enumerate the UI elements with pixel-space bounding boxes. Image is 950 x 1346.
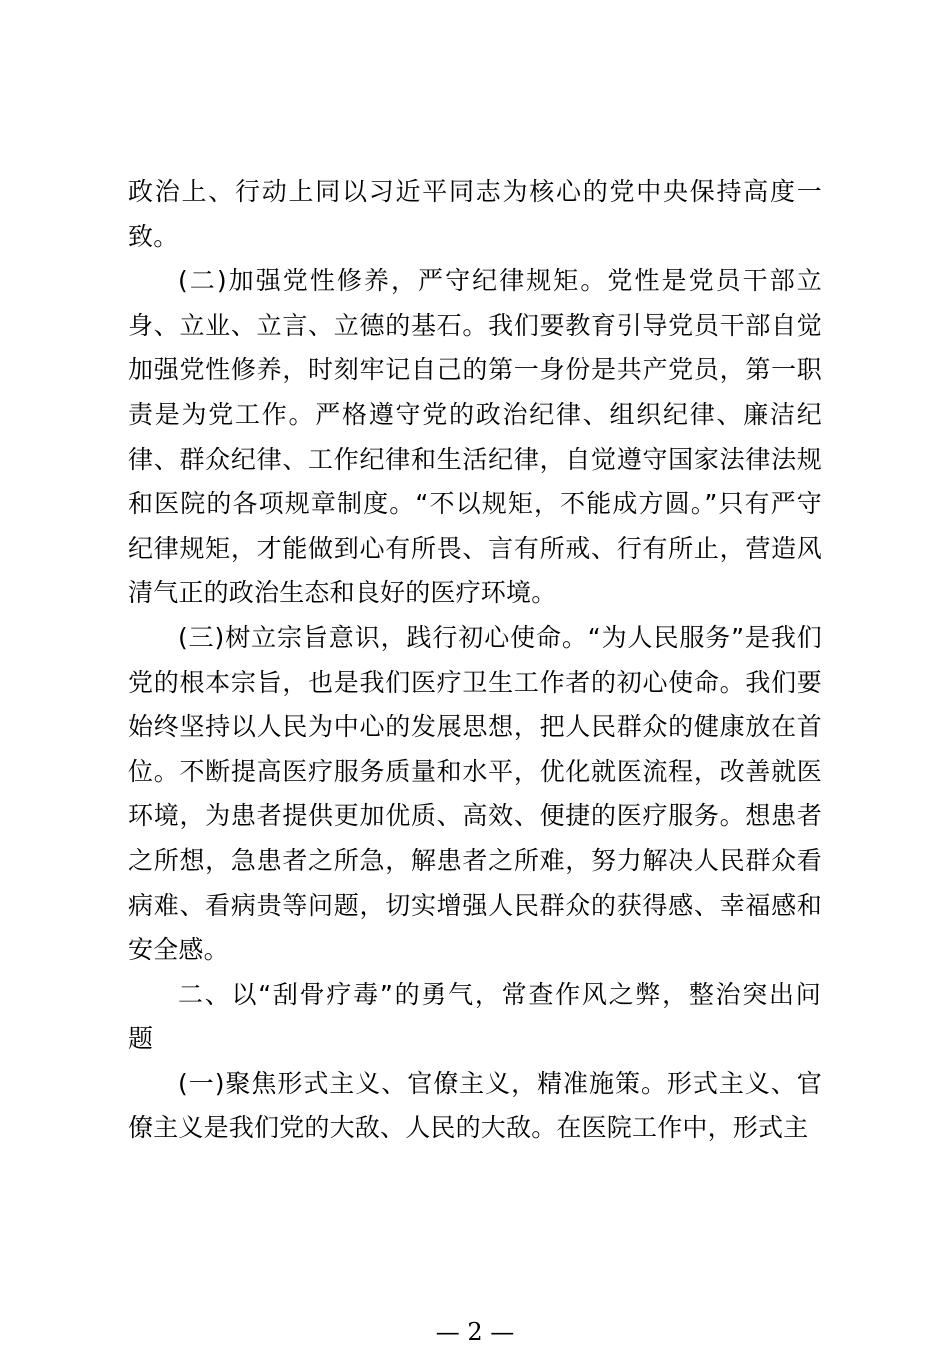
section-heading-2: 二、以“刮骨疗毒”的勇气，常查作风之弊，整治突出问题 xyxy=(128,979,822,1054)
page-number: — 2 — xyxy=(435,1318,515,1346)
paragraph-strengthen-party-spirit: (二)加强党性修养，严守纪律规矩。党性是党员干部立身、立业、立言、立德的基石。我们要教育引导党员干部自觉加强党性修养，时刻牢记自己的第一身份是共产党员，第一职责是为党工作。严格遵守党的政治纪律、组织纪律、廉洁纪律、群众纪律、工作纪律和生活纪律，自觉遵守国家法律法规和医院的各项规章制度。“不以规矩，不能成方圆。”只有严守纪律规矩，才能做到心有所畏、言有所戒、行有所止，营造风清气正的政治生态和良好的医疗环境。 xyxy=(128,266,822,608)
paragraph-continued: 政治上、行动上同以习近平同志为核心的党中央保持高度一致。 xyxy=(128,177,822,251)
document-body xyxy=(128,170,822,1151)
paragraph-establish-purpose: (三)树立宗旨意识，践行初心使命。“为人民服务”是我们党的根本宗旨，也是我们医疗卫生工作者的初心使命。我们要始终坚持以人民为中心的发展思想，把人民群众的健康放在首位。不断提高医疗服务质量和水平，优化就医流程，改善就医环境，为患者提供更加优质、高效、便捷的医疗服务。想患者之所想，急患者之所急，解患者之所难，努力解决人民群众看病难、看病贵等问题，切实增强人民群众的获得感、幸福感和安全感。 xyxy=(128,622,822,965)
paragraph-formalism-bureaucratism: (一)聚焦形式主义、官僚主义，精准施策。形式主义、官僚主义是我们党的大敌、人民的大敌。在医院工作中，形式主 xyxy=(128,1068,822,1143)
